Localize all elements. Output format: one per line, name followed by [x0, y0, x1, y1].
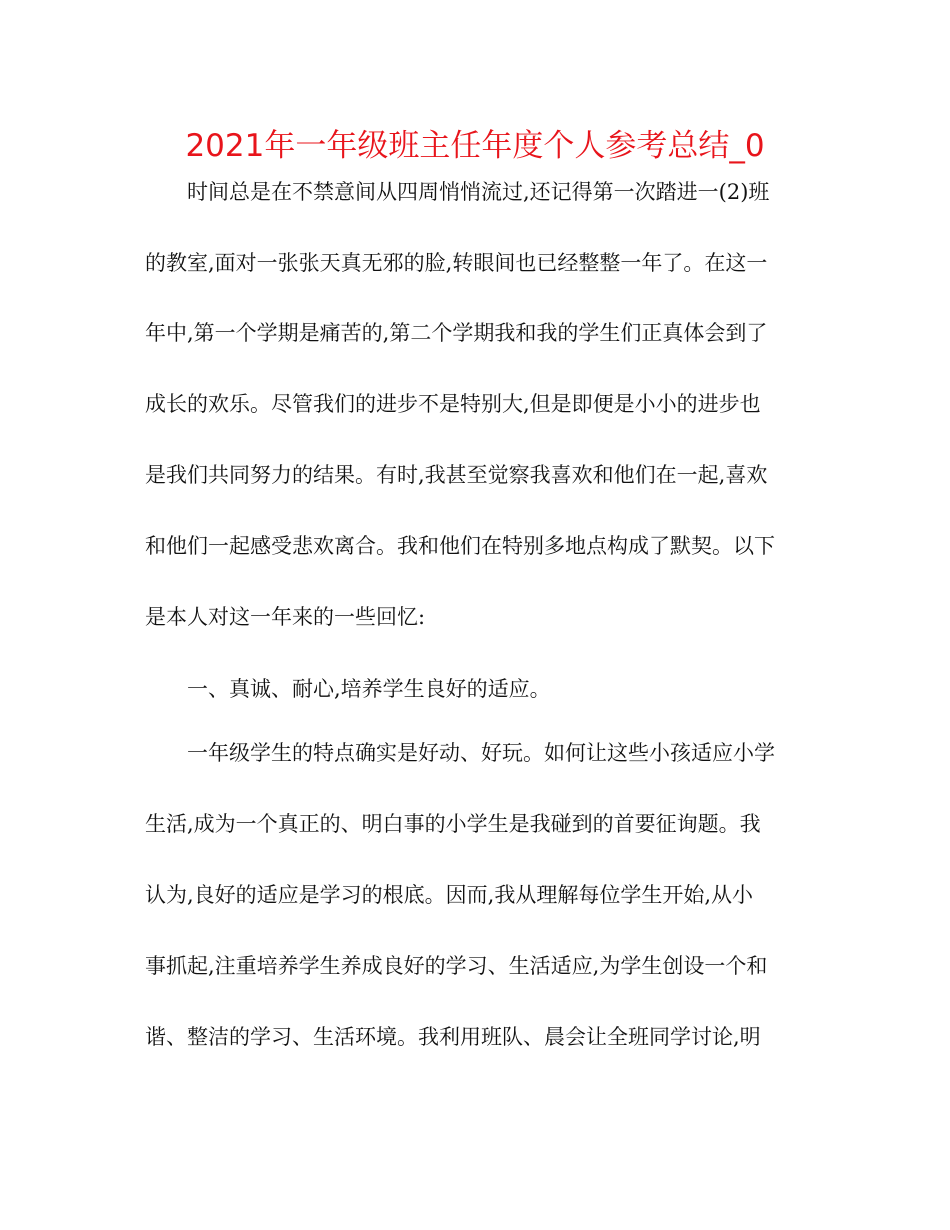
paragraph-1-line-2: 的教室,面对一张张天真无邪的脸,转眼间也已经整整一年了。在这一	[145, 251, 768, 275]
section-heading-1: 一、真诚、耐心,培养学生良好的适应。	[187, 677, 551, 701]
paragraph-1-line-1: 时间总是在不禁意间从四周悄悄流过,还记得第一次踏进一(2)班	[187, 180, 770, 204]
paragraph-2-line-2: 生活,成为一个真正的、明白事的小学生是我碰到的首要征询题。我	[145, 812, 761, 836]
paragraph-2-line-1: 一年级学生的特点确实是好动、好玩。如何让这些小孩适应小学	[187, 741, 775, 765]
paragraph-1-line-6: 和他们一起感受悲欢离合。我和他们在特别多地点构成了默契。以下	[145, 534, 775, 558]
document-title: 2021年一年级班主任年度个人参考总结_0	[185, 128, 765, 164]
paragraph-2-line-3: 认为,良好的适应是学习的根底。因而,我从理解每位学生开始,从小	[145, 883, 754, 907]
paragraph-2-line-5: 谐、整洁的学习、生活环境。我利用班队、晨会让全班同学讨论,明	[145, 1025, 761, 1049]
paragraph-2-line-4: 事抓起,注重培养学生养成良好的学习、生活适应,为学生创设一个和	[145, 954, 768, 978]
paragraph-1-line-7: 是本人对这一年来的一些回忆:	[145, 605, 426, 629]
paragraph-1-line-5: 是我们共同努力的结果。有时,我甚至觉察我喜欢和他们在一起,喜欢	[145, 463, 768, 487]
paragraph-1-line-4: 成长的欢乐。尽管我们的进步不是特别大,但是即便是小小的进步也	[145, 392, 761, 416]
paragraph-1-line-3: 年中,第一个学期是痛苦的,第二个学期我和我的学生们正真体会到了	[145, 321, 768, 345]
